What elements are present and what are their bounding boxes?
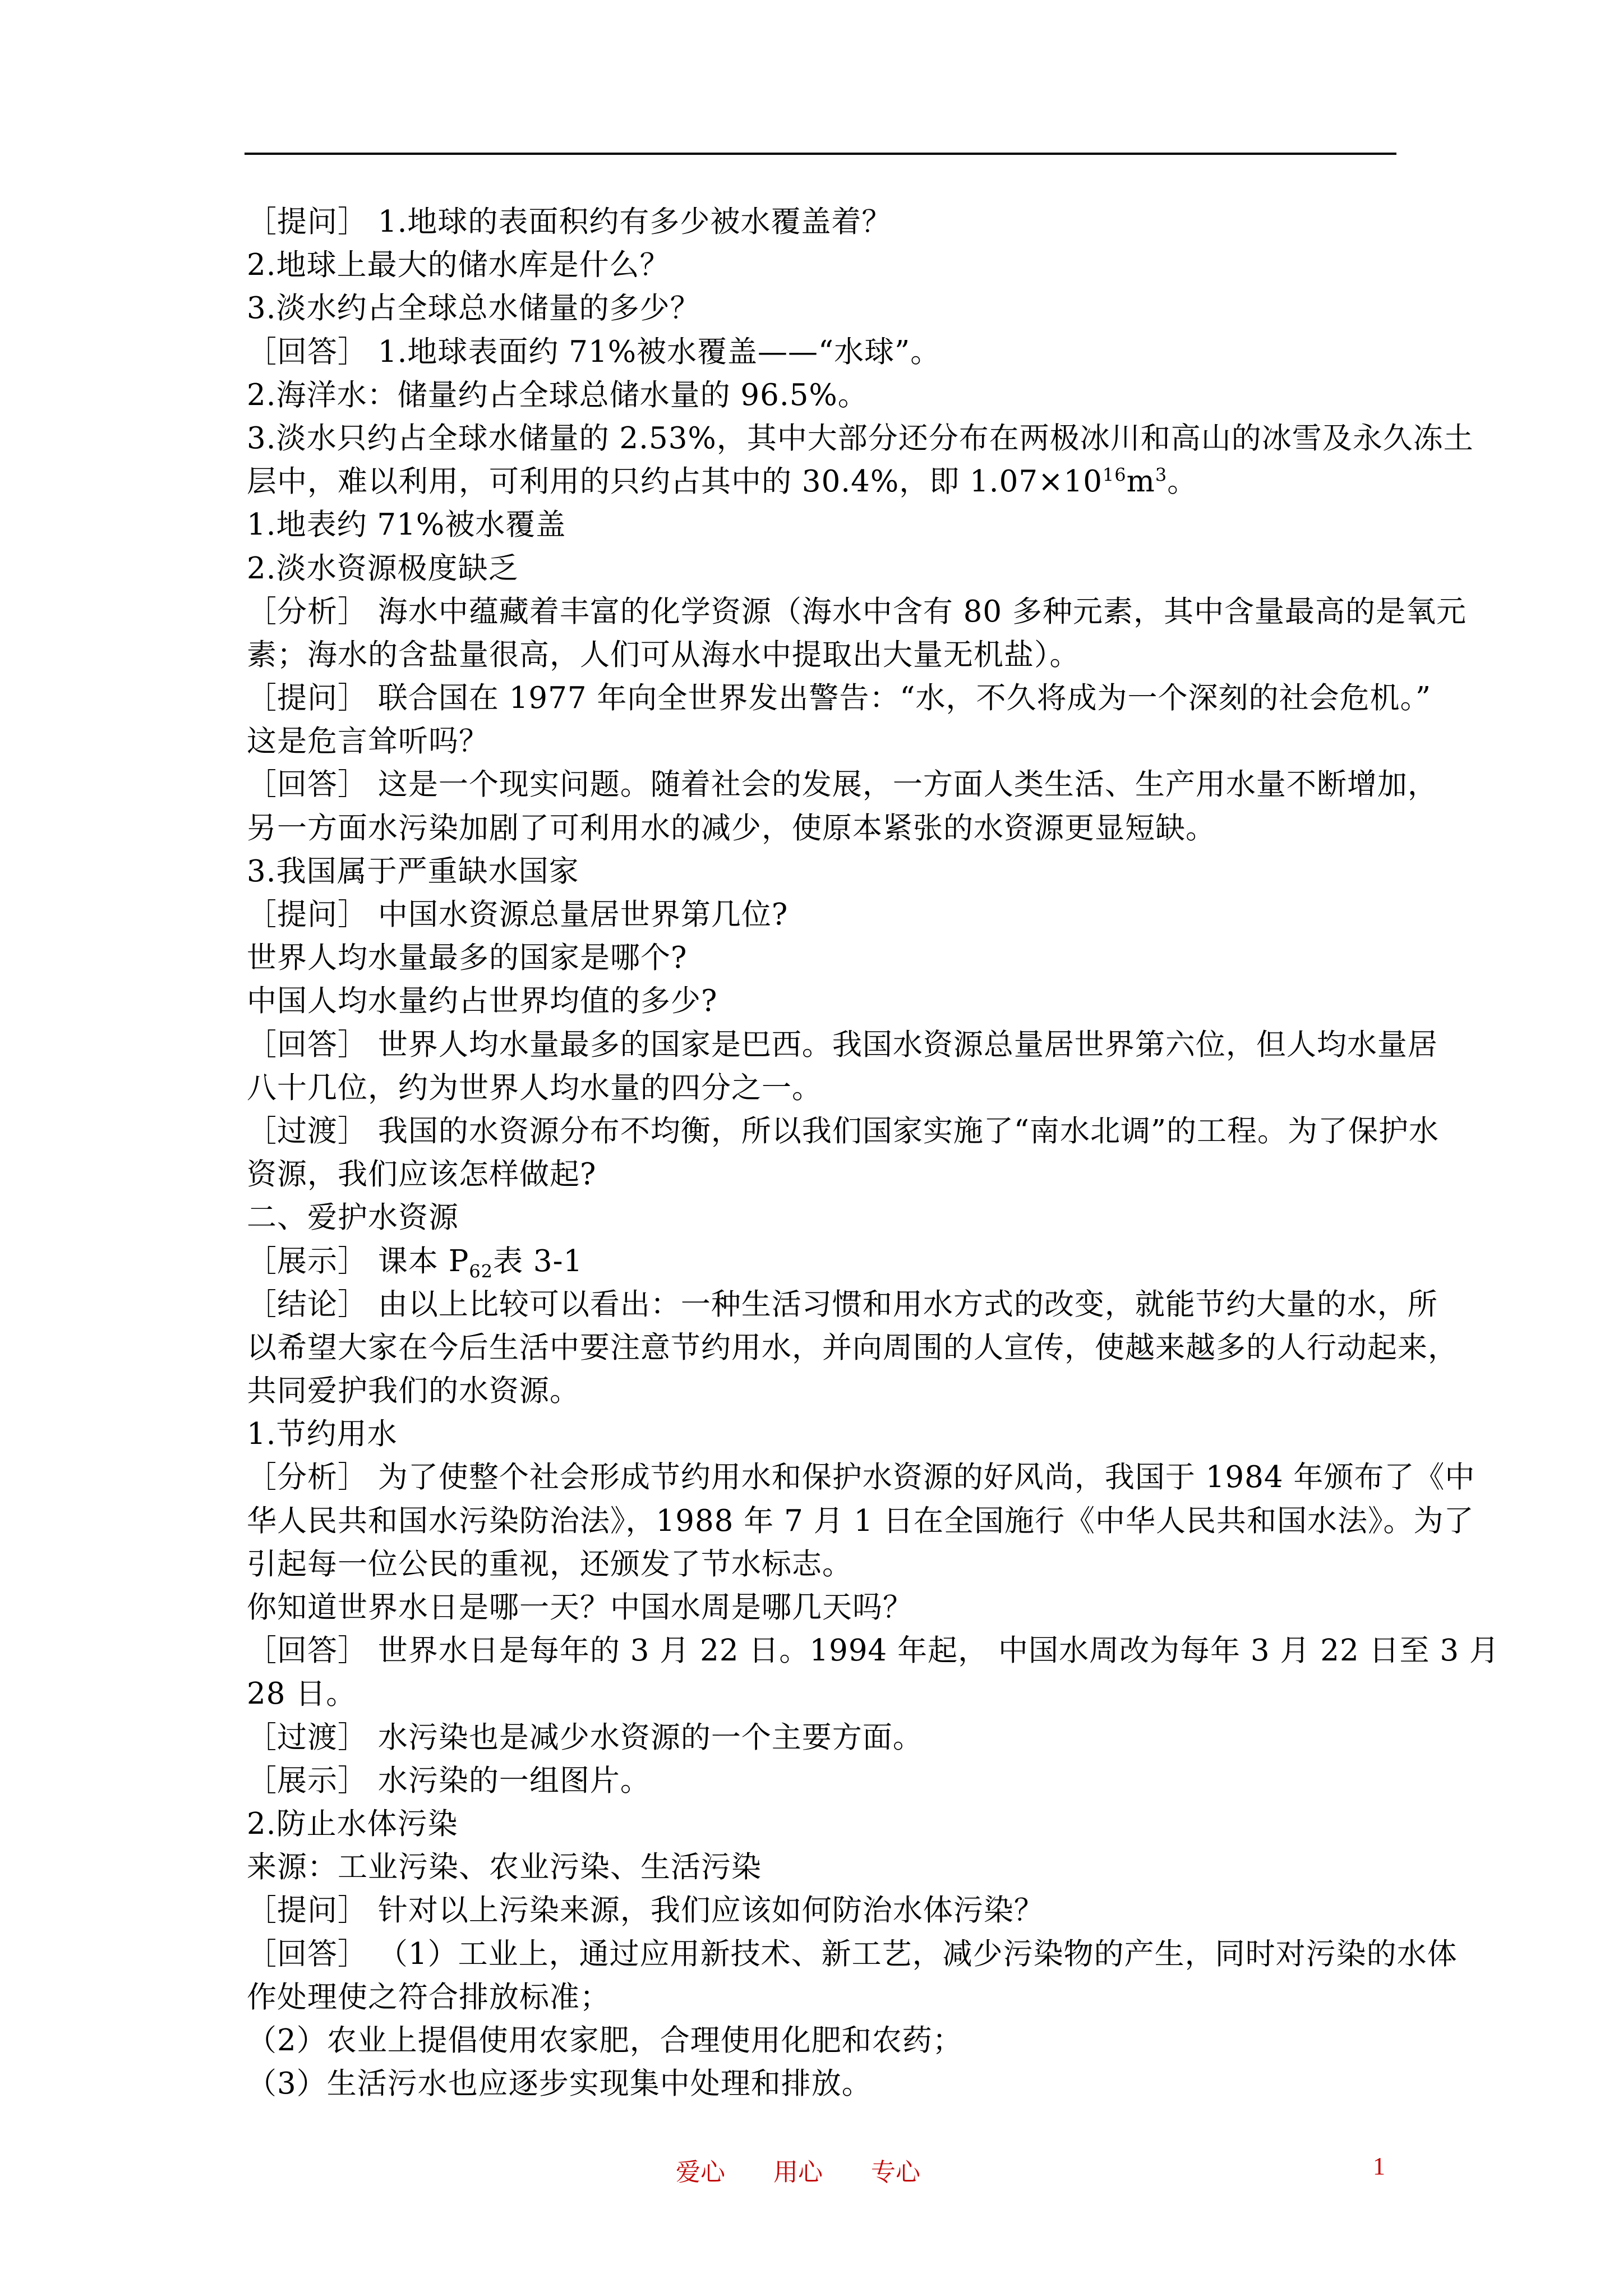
text-line: （2）农业上提倡使用农家肥，合理使用化肥和农药； <box>247 2023 963 2058</box>
text-segment: ［展示］ 课本 P <box>247 1244 469 1278</box>
text-line-with-exponent <box>247 460 1399 503</box>
text-line: 3.淡水只约占全球水储量的 2.53%，其中大部分还分布在两极冰川和高山的冰雪及永久冻土 <box>247 421 1474 455</box>
text-line: 这是危言耸听吗？ <box>247 724 489 759</box>
text-line: ［分析］ 海水中蕴藏着丰富的化学资源（海水中含有 80 多种元素，其中含量最高的是氧元 <box>247 594 1467 629</box>
text-line: ［提问］ 联合国在 1977 年向全世界发出警告：“水，不久将成为一个深刻的社会危机。” <box>247 681 1432 716</box>
footer-word: 专心 <box>871 2158 920 2187</box>
text-segment: 表 3-1 <box>493 1244 583 1278</box>
footer-motto <box>676 2152 969 2188</box>
text-line: ［回答］ 这是一个现实问题。随着社会的发展，一方面人类生活、生产用水量不断增加， <box>247 767 1438 802</box>
text-line: 世界人均水量最多的国家是哪个? <box>247 941 688 976</box>
text-segment: 。 <box>1167 464 1198 499</box>
text-line: 作处理使之符合排放标准； <box>247 1980 610 2014</box>
unit: m <box>1126 464 1155 499</box>
page-number: 1 <box>1373 2152 1385 2180</box>
text-line: 2.地球上最大的储水库是什么？ <box>247 248 670 283</box>
text-line: 来源：工业污染、农业污染、生活污染 <box>247 1850 762 1885</box>
text-line: ［回答］ 世界人均水量最多的国家是巴西。我国水资源总量居世界第六位，但人均水量居 <box>247 1027 1438 1062</box>
footer-word: 用心 <box>773 2158 823 2187</box>
text-line: 2.淡水资源极度缺乏 <box>247 551 519 586</box>
text-line: 引起每一位公民的重视，还颁发了节水标志。 <box>247 1547 852 1581</box>
text-line: 你知道世界水日是哪一天？中国水周是哪几天吗？ <box>247 1590 913 1625</box>
text-line: ［过渡］ 我国的水资源分布不均衡，所以我们国家实施了“南水北调”的工程。为了保护水 <box>247 1114 1440 1148</box>
header-rule <box>245 153 1396 155</box>
footer-word: 爱心 <box>676 2158 725 2187</box>
text-line: 1.地表约 71%被水覆盖 <box>247 508 566 542</box>
text-line: 八十几位，约为世界人均水量的四分之一。 <box>247 1070 822 1105</box>
text-line: 28 日。 <box>247 1677 357 1711</box>
text-line: 1.节约用水 <box>247 1417 398 1452</box>
text-line: 3.我国属于严重缺水国家 <box>247 854 579 889</box>
text-line: 二、爱护水资源 <box>247 1200 459 1235</box>
text-line: ［回答］ 1.地球表面约 71%被水覆盖——“水球”。 <box>247 334 941 369</box>
text-line: ［结论］ 由以上比较可以看出：一种生活习惯和用水方式的改变，就能节约大量的水，所 <box>247 1287 1438 1322</box>
text-segment: 层中，难以利用，可利用的只约占其中的 30.4%，即 1.07×10 <box>247 464 1103 499</box>
superscript: 16 <box>1102 464 1127 486</box>
subscript: 62 <box>469 1260 494 1282</box>
text-line: 资源，我们应该怎样做起? <box>247 1157 597 1192</box>
text-line: ［分析］ 为了使整个社会形成节约用水和保护水资源的好风尚，我国于 1984 年颁布了《中 <box>247 1460 1476 1495</box>
text-line: 以希望大家在今后生活中要注意节约用水，并向周围的人宣传，使越来越多的人行动起来， <box>247 1330 1458 1365</box>
text-line: ［提问］ 1.地球的表面积约有多少被水覆盖着？ <box>247 205 892 239</box>
text-line: （3）生活污水也应逐步实现集中处理和排放。 <box>247 2067 872 2101</box>
text-line: ［回答］ （1）工业上，通过应用新技术、新工艺，减少污染物的产生，同时对污染的水体 <box>247 1936 1458 1971</box>
text-line: 3.淡水约占全球总水储量的多少？ <box>247 291 700 326</box>
text-line: ［展示］ 水污染的一组图片。 <box>247 1763 651 1798</box>
text-line: 另一方面水污染加剧了可利用水的减少，使原本紧张的水资源更显短缺。 <box>247 811 1216 845</box>
text-line: 素；海水的含盐量很高，人们可从海水中提取出大量无机盐）。 <box>247 637 1080 672</box>
text-line: ［提问］ 针对以上污染来源，我们应该如何防治水体污染？ <box>247 1893 1044 1928</box>
text-line: 2.防止水体污染 <box>247 1806 458 1841</box>
superscript: 3 <box>1155 464 1168 486</box>
text-line: ［过渡］ 水污染也是减少水资源的一个主要方面。 <box>247 1720 923 1755</box>
document-body <box>247 200 1500 2105</box>
text-line: ［回答］ 世界水日是每年的 3 月 22 日。1994 年起， 中国水周改为每年 3 月 22 日至 3 月 <box>247 1634 1500 1668</box>
text-line: ［提问］ 中国水资源总量居世界第几位? <box>247 898 789 932</box>
text-line: 中国人均水量约占世界均值的多少? <box>247 984 718 1019</box>
text-line: 共同爱护我们的水资源。 <box>247 1374 580 1409</box>
text-line: 华人民共和国水污染防治法》，1988 年 7 月 1 日在全国施行《中华人民共和国水法》。为了 <box>247 1503 1474 1538</box>
text-line-with-subscript <box>247 1240 1399 1283</box>
text-line: 2.海洋水：储量约占全球总储水量的 96.5%。 <box>247 378 868 412</box>
